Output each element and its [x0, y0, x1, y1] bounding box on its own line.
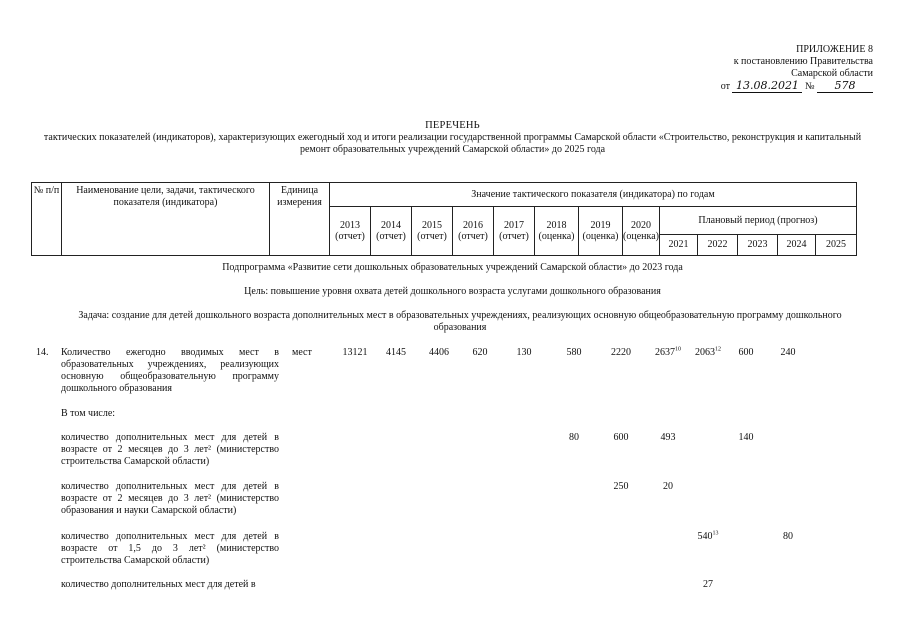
appendix-line2: Самарской области [791, 68, 873, 79]
indicator-table-header [31, 182, 857, 256]
subrow-value-2020: 20 [663, 481, 673, 492]
year-label: 2015 [422, 219, 442, 231]
year-label: 2018 [546, 219, 567, 231]
header-plan-2024: 2024 [778, 235, 816, 256]
value-2014: 4145 [386, 347, 406, 358]
value-2013: 13121 [342, 347, 368, 358]
handwritten-date: 13.08.2021 [732, 80, 802, 93]
subrow-value-2018: 80 [569, 432, 579, 443]
row-num: 14. [36, 347, 49, 358]
year-label: 2016 [463, 219, 483, 231]
year-label: 2014 [381, 219, 401, 231]
value-2016: 620 [472, 347, 488, 358]
value-2021-number: 2063 [695, 347, 715, 358]
row-name: Количество ежегодно вводимых мест в образовательных учреждениях, реализующих основную общеобразовательную программу дошкольного образования [61, 347, 279, 394]
subrow-value-2019: 600 [613, 432, 629, 443]
header-year-2019 [579, 207, 623, 256]
subrow-value-number: 540 [697, 531, 713, 542]
subrow-value-2019: 250 [613, 481, 629, 492]
subrow-value-2021: 27 [703, 579, 713, 590]
year-note: (оценка) [582, 231, 619, 242]
value-2015: 4406 [429, 347, 449, 358]
goal-heading: Цель: повышение уровня охвата детей дошкольного возраста услугами дошкольного образования [244, 286, 661, 297]
subrow-name: количество дополнительных мест для детей в возрасте от 2 месяцев до 3 лет² (министерство образования и науки Самарской области) [61, 481, 279, 516]
value-2020-number: 2637 [655, 347, 675, 358]
header-value-group: Значение тактического показателя (индикатора) по годам [330, 183, 857, 207]
header-year-2015 [412, 207, 453, 256]
header-year-2013 [330, 207, 371, 256]
doc-subtitle: тактических показателей (индикаторов), характеризующих ежегодный ход и итоги реализации государственной программы Самарской области «Строительство, реконструкция и капитальный ремонт образовательных учреждений Самарской области» до 2025 года [43, 132, 862, 155]
doc-title: ПЕРЕЧЕНЬ [425, 120, 480, 131]
subrow-value-2023: 80 [783, 531, 793, 542]
subrow-name: количество дополнительных мест для детей в возрасте от 2 месяцев до 3 лет² (министерство строительства Самарской области) [61, 432, 279, 467]
appendix-line1: к постановлению Правительства [733, 56, 873, 67]
from-label: от [720, 81, 730, 92]
value-2019: 2220 [611, 347, 631, 358]
header-unit: Единица измерения [270, 183, 330, 256]
year-note: (отчет) [458, 231, 488, 242]
year-note: (отчет) [499, 231, 529, 242]
including-label: В том числе: [61, 408, 116, 419]
header-name: Наименование цели, задачи, тактического показателя (индикатора) [62, 183, 270, 256]
number-label: № [804, 81, 815, 92]
year-label: 2013 [340, 219, 360, 231]
value-2017: 130 [516, 347, 532, 358]
year-note: (отчет) [376, 231, 406, 242]
row-unit: мест [292, 347, 312, 358]
year-label: 2017 [504, 219, 524, 231]
footnote-ref: 10 [675, 346, 681, 353]
value-2020 [646, 347, 690, 359]
header-year-2017 [494, 207, 535, 256]
subrow-name: количество дополнительных мест для детей в [61, 579, 256, 590]
task-heading: Задача: создание для детей дошкольного возраста дополнительных мест в образовательных учреждениях, реализующих основную общеобразовательную программу дошкольного образования [78, 310, 842, 333]
appendix-date-line [673, 80, 873, 93]
header-plan-2023: 2023 [738, 235, 778, 256]
footnote-ref: 13 [712, 530, 719, 537]
subrow-value-2020: 493 [660, 432, 676, 443]
header-year-2018 [535, 207, 579, 256]
subprogram-heading: Подпрограмма «Развитие сети дошкольных образовательных учреждений Самарской области» до 2023 года [222, 262, 683, 273]
year-label: 2020 [631, 219, 651, 231]
subrow-name: количество дополнительных мест для детей в возрасте от 1,5 до 3 лет² (министерство строительства Самарской области) [61, 531, 279, 566]
value-2023: 240 [780, 347, 796, 358]
value-2018: 580 [566, 347, 582, 358]
header-year-2014 [371, 207, 412, 256]
header-plan-group: Плановый период (прогноз) [660, 207, 857, 235]
header-year-2016 [453, 207, 494, 256]
year-note: (оценка) [538, 231, 575, 242]
footnote-ref: 12 [715, 346, 721, 353]
year-label: 2019 [590, 219, 611, 231]
header-plan-2021: 2021 [660, 235, 698, 256]
header-plan-2022: 2022 [698, 235, 738, 256]
header-plan-2025: 2025 [816, 235, 857, 256]
year-note: (оценка) [623, 231, 659, 242]
year-note: (отчет) [417, 231, 447, 242]
appendix-title: ПРИЛОЖЕНИЕ 8 [796, 44, 873, 55]
header-year-2020 [623, 207, 660, 256]
appendix-block [673, 44, 873, 93]
value-2022: 600 [738, 347, 754, 358]
header-num: № п/п [32, 183, 62, 256]
subrow-value-2021 [686, 531, 730, 543]
handwritten-number: 578 [817, 80, 873, 93]
subrow-value-2022: 140 [738, 432, 754, 443]
year-note: (отчет) [335, 231, 365, 242]
